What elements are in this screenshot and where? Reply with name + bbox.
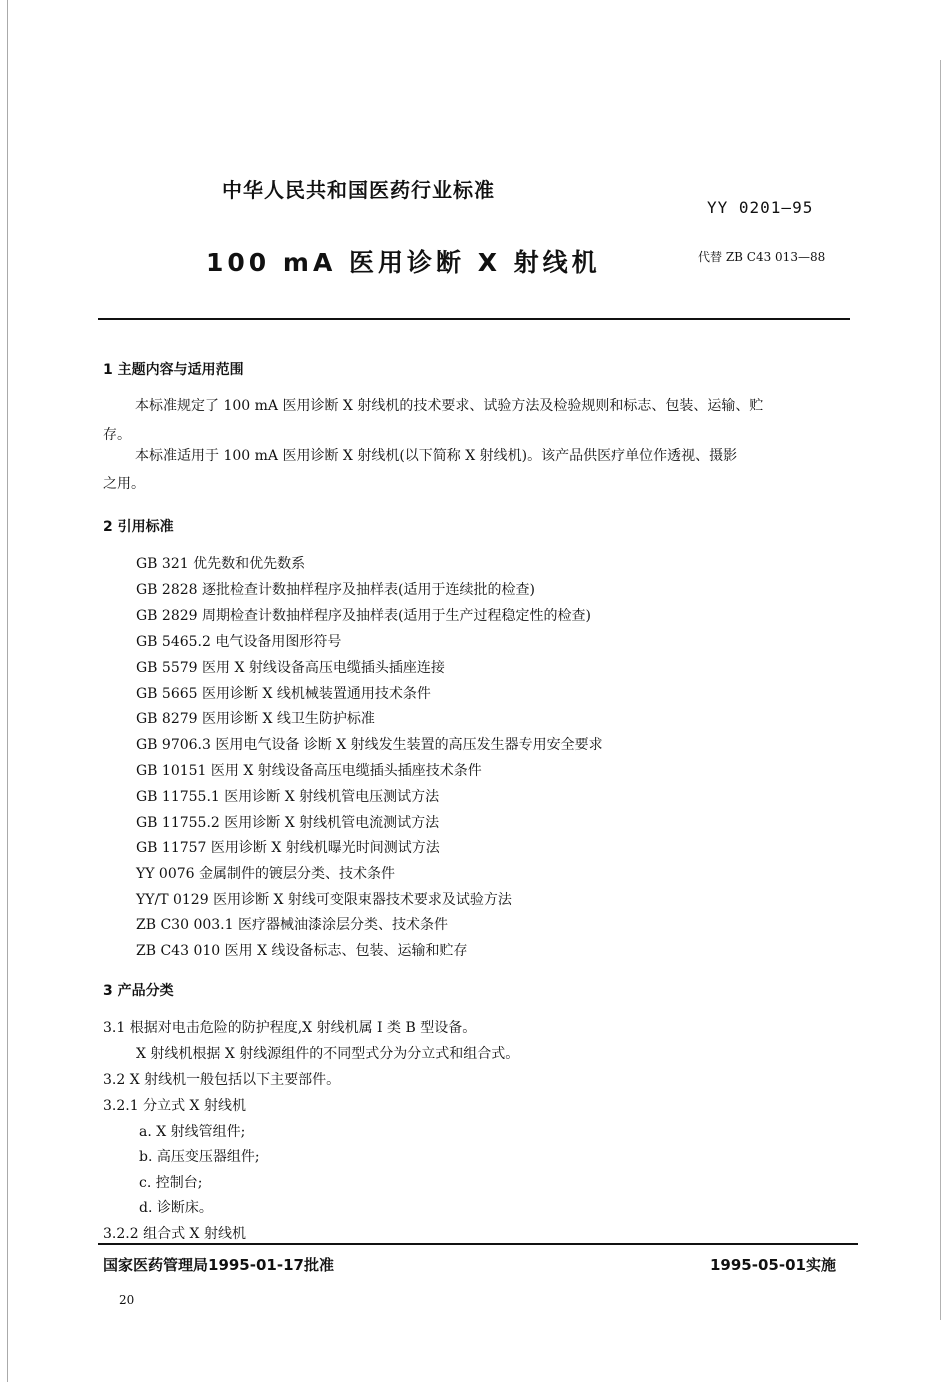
- document-title: 100 mA 医用诊断 X 射线机: [206, 248, 601, 277]
- clause-3-1: 3.1 根据对电击危险的防护程度,X 射线机属 I 类 B 型设备。: [103, 1020, 477, 1036]
- section-1-para-2-line-2: 之用。: [103, 476, 145, 492]
- reference-item: GB 11755.2 医用诊断 X 射线机管电流测试方法: [136, 815, 440, 831]
- list-item: a. X 射线管组件;: [139, 1124, 246, 1140]
- footer-divider: [98, 1243, 858, 1245]
- reference-item: GB 9706.3 医用电气设备 诊断 X 射线发生装置的高压发生器专用安全要求: [136, 737, 603, 753]
- reference-item: YY 0076 金属制件的镀层分类、技术条件: [136, 866, 396, 882]
- reference-item: GB 2828 逐批检查计数抽样程序及抽样表(适用于连续批的检查): [136, 582, 535, 598]
- reference-item: ZB C43 010 医用 X 线设备标志、包装、运输和贮存: [136, 943, 468, 959]
- header-divider: [98, 318, 850, 320]
- section-1-heading: 1 主题内容与适用范围: [103, 362, 244, 378]
- reference-item: GB 8279 医用诊断 X 线卫生防护标准: [136, 711, 375, 727]
- reference-item: GB 5665 医用诊断 X 线机械装置通用技术条件: [136, 686, 431, 702]
- reference-item: GB 10151 医用 X 射线设备高压电缆插头插座技术条件: [136, 763, 482, 779]
- scan-edge-right: [940, 60, 941, 1320]
- section-1-para-2-line-1: 本标准适用于 100 mA 医用诊断 X 射线机(以下简称 X 射线机)。该产品供医疗单位作透视、摄影: [135, 448, 738, 464]
- replaces-standard: 代替 ZB C43 013—88: [698, 250, 826, 264]
- clause-3-2-2: 3.2.2 组合式 X 射线机: [103, 1226, 246, 1242]
- list-item: d. 诊断床。: [139, 1200, 213, 1216]
- reference-item: GB 11757 医用诊断 X 射线机曝光时间测试方法: [136, 840, 440, 856]
- standard-name: 中华人民共和国医药行业标准: [222, 178, 495, 202]
- section-1-para-1-line-2: 存。: [103, 427, 131, 443]
- list-item: c. 控制台;: [139, 1175, 203, 1191]
- reference-item: GB 5465.2 电气设备用图形符号: [136, 634, 342, 650]
- approval-date: 国家医药管理局1995-01-17批准: [103, 1256, 334, 1274]
- page-number: 20: [119, 1293, 135, 1307]
- reference-item: YY/T 0129 医用诊断 X 射线可变限束器技术要求及试验方法: [136, 892, 512, 908]
- list-item: b. 高压变压器组件;: [139, 1149, 260, 1165]
- clause-3-1-continued: X 射线机根据 X 射线源组件的不同型式分为分立式和组合式。: [136, 1046, 520, 1062]
- clause-3-2-1: 3.2.1 分立式 X 射线机: [103, 1098, 246, 1114]
- clause-3-2: 3.2 X 射线机一般包括以下主要部件。: [103, 1072, 341, 1088]
- section-1-para-1-line-1: 本标准规定了 100 mA 医用诊断 X 射线机的技术要求、试验方法及检验规则和标志、包装、运输、贮: [135, 398, 764, 414]
- standard-code: YY 0201—95: [707, 198, 814, 217]
- effective-date: 1995-05-01实施: [710, 1256, 836, 1274]
- section-2-heading: 2 引用标准: [103, 519, 174, 535]
- reference-item: GB 2829 周期检查计数抽样程序及抽样表(适用于生产过程稳定性的检查): [136, 608, 591, 624]
- reference-item: GB 5579 医用 X 射线设备高压电缆插头插座连接: [136, 660, 445, 676]
- section-3-heading: 3 产品分类: [103, 983, 174, 999]
- reference-item: GB 321 优先数和优先数系: [136, 556, 306, 572]
- reference-item: ZB C30 003.1 医疗器械油漆涂层分类、技术条件: [136, 917, 448, 933]
- scan-edge-left: [7, 0, 8, 1382]
- reference-item: GB 11755.1 医用诊断 X 射线机管电压测试方法: [136, 789, 440, 805]
